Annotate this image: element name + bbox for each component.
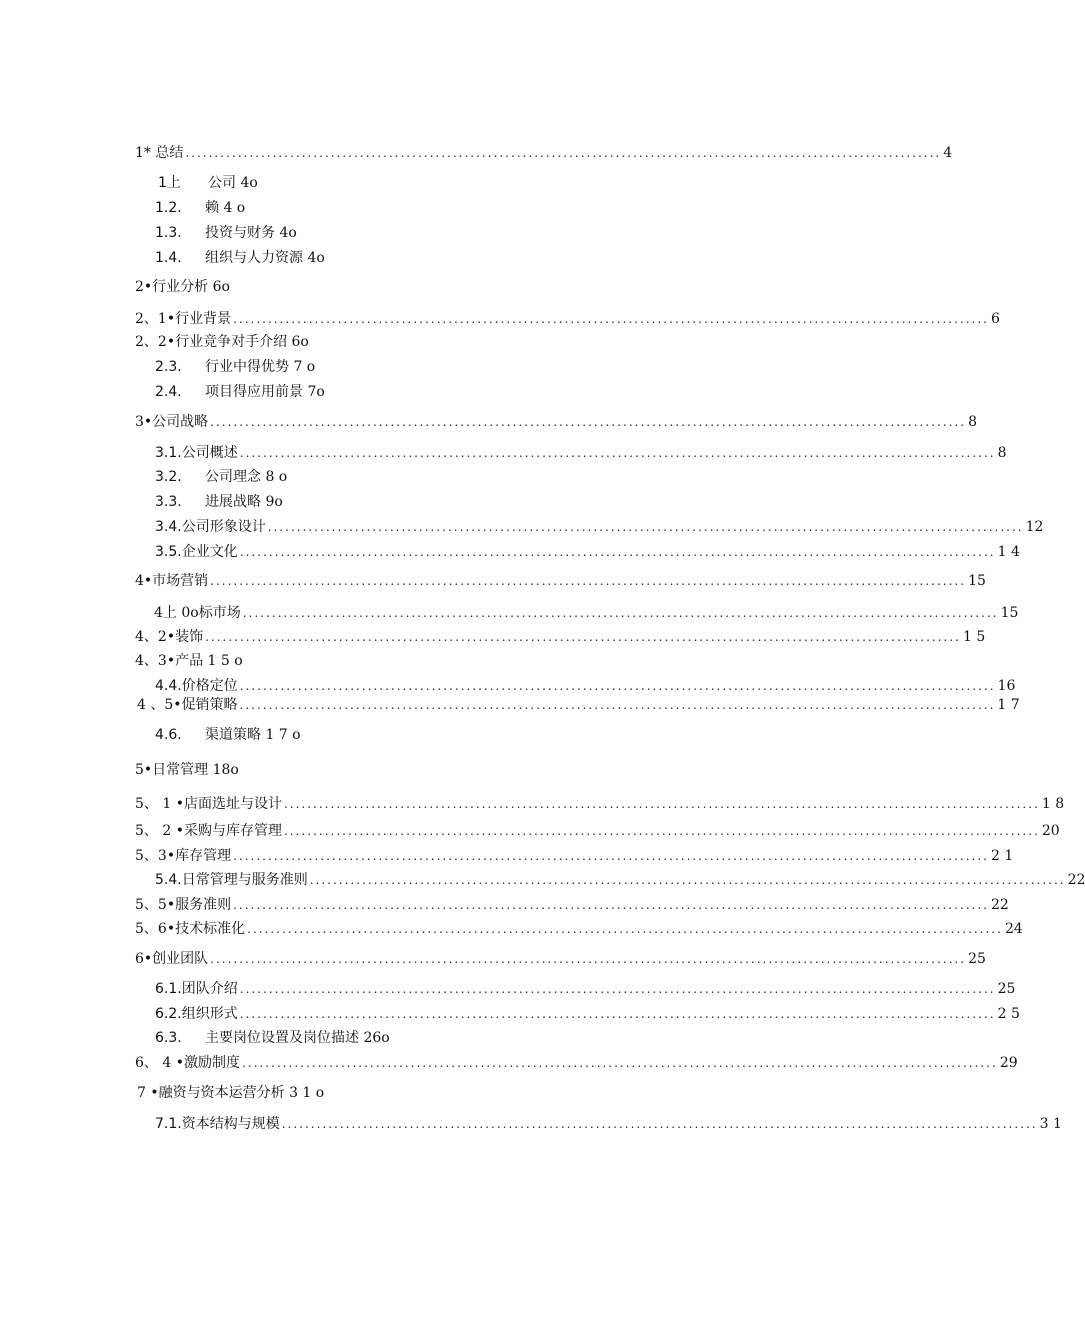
toc-title: 5•日常管理 18o [135,762,239,778]
toc-entry-4-1 [154,602,1019,624]
toc-number: 2.3. [155,359,182,375]
toc-number: 3.5. [155,544,182,560]
toc-entry-4-5 [137,694,1020,716]
toc-entry-3 [135,411,977,433]
toc-page: 16 [997,678,1016,694]
toc-title: 2•行业分析 6o [135,279,230,295]
toc-title: 项目得应用前景 7o [205,384,325,400]
toc-title: 1* 总结 [135,145,184,161]
toc-entry-3-5 [155,541,1020,563]
dot-leader: .................................................................................................................................. [267,520,1024,534]
toc-title: 5、6•技术标准化 [135,921,246,937]
toc-entry-1-3 [155,222,755,244]
toc-number: 6.3. [155,1030,182,1046]
toc-page: 4 [943,145,953,161]
toc-title: 3•公司战略 [135,414,209,430]
toc-page: 8 [997,445,1007,461]
toc-entry-5-1 [135,793,1065,815]
toc-page: 20 [1041,823,1060,839]
toc-page: 22 [990,897,1009,913]
toc-entry-6-4 [135,1052,1018,1074]
toc-title: 2、2•行业竞争对手介绍 6o [135,334,309,350]
toc-title: 2、1•行业背景 [135,311,232,327]
toc-number: 3.3. [155,494,182,510]
toc-title: 企业文化 [181,544,238,560]
dot-leader: .................................................................................................................................. [239,982,996,996]
toc-page: 8 [968,414,977,430]
toc-entry-3-1 [155,442,1007,464]
toc-title: 团队介绍 [181,981,238,997]
toc-number: 7.1. [155,1116,182,1132]
dot-leader: .................................................................................................................................. [283,824,1040,838]
toc-title: 公司理念 8 o [205,469,288,485]
toc-number: 6.2. [155,1006,182,1022]
toc-page: 1 7 [997,697,1020,713]
toc-title: 6•创业团队 [135,951,209,967]
dot-leader: .................................................................................................................................. [233,312,989,326]
toc-page: 1 4 [997,544,1020,560]
toc-title: 日常管理与服务准则 [181,872,308,888]
toc-number: 4.4. [155,678,182,694]
toc-title: 赖 4 o [205,200,246,216]
toc-entry-6-2 [155,1003,1020,1025]
toc-entry-1-1 [158,172,758,194]
dot-leader: .................................................................................................................................. [247,922,1003,936]
toc-title: 公司概述 [181,445,238,461]
toc-entry-4 [135,570,986,592]
toc-entry-5-2 [135,820,1060,842]
toc-entry-5-6 [135,918,1023,940]
toc-page: 29 [999,1055,1018,1071]
toc-page: 12 [1025,519,1044,535]
toc-entry-4-2 [135,626,986,648]
toc-entry-2 [135,276,735,298]
dot-leader: .................................................................................................................................. [239,679,996,693]
dot-leader: .................................................................................................................................. [283,797,1040,811]
toc-number: 1.2. [155,200,182,216]
toc-number: 3.2. [155,469,182,485]
toc-title: 4、2•装饰 [135,629,204,645]
toc-title: 4 、5•促销策略 [137,697,238,713]
toc-page: 25 [968,951,986,967]
toc-number: 1.4. [155,250,182,266]
toc-title: 5、 1 •店面选址与设计 [135,796,282,812]
toc-entry-2-3 [155,356,755,378]
toc-number: 2.4. [155,384,182,400]
toc-page: 22 [1067,872,1085,888]
toc-page: 2 1 [990,848,1014,864]
dot-leader: .................................................................................................................................. [239,446,996,460]
toc-title: 4•市场营销 [135,573,209,589]
toc-entry-1 [135,142,953,164]
toc-entry-5-4 [155,869,1085,891]
toc-entry-1-2 [155,197,755,219]
toc-title: 组织与人力资源 4o [205,250,325,266]
dot-leader: .................................................................................................................................. [239,545,996,559]
dot-leader: .................................................................................................................................. [239,698,996,712]
toc-title: 5、 2 •采购与库存管理 [135,823,282,839]
toc-page: 6 [990,311,1000,327]
dot-leader: .................................................................................................................................. [233,849,989,863]
toc-title: 5、3•库存管理 [135,848,232,864]
toc-entry-5 [135,759,735,781]
toc-number: 1上 [158,175,181,191]
toc-title: 7 •融资与资本运营分析 3 1 o [137,1085,325,1101]
toc-number: 3.4. [155,519,182,535]
toc-page: 3 1 [1039,1116,1062,1132]
toc-entry-3-3 [155,491,755,513]
toc-title: 4、3•产品 1 5 o [135,653,243,669]
toc-entry-3-4 [155,516,1044,538]
toc-title: 价格定位 [181,678,238,694]
toc-title: 渠道策略 1 7 o [205,727,301,743]
toc-entry-1-4 [155,247,755,269]
dot-leader: .................................................................................................................................. [205,630,961,644]
dot-leader: .................................................................................................................................. [210,574,967,588]
dot-leader: .................................................................................................................................. [281,1117,1038,1131]
toc-entry-2-4 [155,381,755,403]
toc-page: 2 5 [997,1006,1020,1022]
toc-entry-3-2 [155,466,755,488]
dot-leader: .................................................................................................................................. [210,952,967,966]
toc-entry-6-3 [155,1027,755,1049]
toc-title: 投资与财务 4o [205,225,297,241]
dot-leader: .................................................................................................................................. [239,1007,996,1021]
dot-leader: .................................................................................................................................. [242,606,999,620]
toc-page: 1 5 [962,629,986,645]
toc-entry-7-1 [155,1113,1062,1135]
toc-number: 5.4. [155,872,182,888]
toc-title: 公司 4o [208,175,258,191]
toc-entry-6 [135,948,986,970]
toc-title: 4上 0o标市场 [154,605,241,621]
toc-number: 6.1. [155,981,182,997]
toc-title: 6、 4 •激励制度 [135,1055,240,1071]
toc-number: 4.6. [155,727,182,743]
toc-page: 24 [1004,921,1023,937]
dot-leader: .................................................................................................................................. [185,146,942,160]
toc-title: 公司形象设计 [181,519,266,535]
toc-entry-2-2 [135,331,735,353]
toc-entry-2-1 [135,308,1000,330]
toc-title: 资本结构与规模 [181,1116,280,1132]
toc-entry-7 [137,1082,737,1104]
toc-title: 行业中得优势 7 o [205,359,316,375]
dot-leader: .................................................................................................................................. [210,415,967,429]
toc-title: 组织形式 [181,1006,238,1022]
toc-page: 15 [968,573,986,589]
toc-entry-5-5 [135,894,1009,916]
toc-title: 5、5•服务准则 [135,897,232,913]
toc-page: 25 [997,981,1016,997]
dot-leader: .................................................................................................................................. [309,873,1066,887]
toc-title: 进展战略 9o [205,494,283,510]
toc-page: 15 [1000,605,1019,621]
dot-leader: .................................................................................................................................. [241,1056,998,1070]
dot-leader: .................................................................................................................................. [233,898,989,912]
toc-number: 3.1. [155,445,182,461]
toc-entry-5-3 [135,845,1014,867]
toc-entry-4-3 [135,650,735,672]
toc-page: 1 8 [1041,796,1065,812]
toc-title: 主要岗位设置及岗位描述 26o [205,1030,390,1046]
toc-entry-4-6 [155,724,755,746]
toc-entry-6-1 [155,978,1016,1000]
toc-number: 1.3. [155,225,182,241]
